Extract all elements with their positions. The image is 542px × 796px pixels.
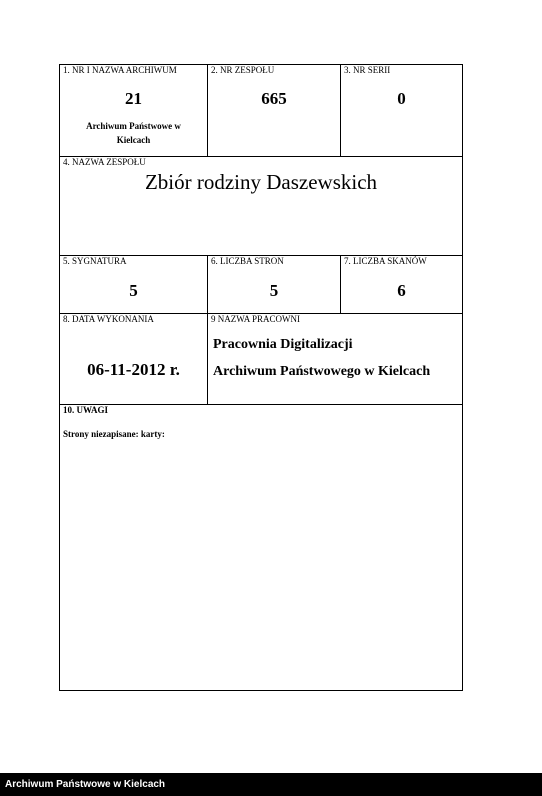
fonds-name-value: Zbiór rodziny Daszewskich [144, 170, 378, 194]
lab-label: 9 NAZWA PRACOWNI [211, 314, 300, 324]
lab-name-line2: Archiwum Państwowego w Kielcach [213, 364, 431, 379]
signature-label: 5. SYGNATURA [63, 256, 127, 266]
notes-label: 10. UWAGI [63, 405, 109, 415]
archive-label: 1. NR I NAZWA ARCHIWUM [63, 65, 177, 75]
signature-cell [60, 256, 207, 313]
scans-count-value: 6 [397, 281, 406, 300]
series-number-value: 0 [397, 89, 406, 108]
notes-value: Strony niezapisane: karty: [63, 429, 165, 439]
lab-cell [208, 314, 462, 404]
date-value: 06-11-2012 r. [87, 360, 180, 379]
scans-count-label: 7. LICZBA SKANÓW [344, 256, 427, 266]
series-number-cell [341, 65, 462, 156]
notes-cell [60, 405, 462, 690]
fonds-number-value: 665 [261, 89, 287, 108]
series-number-label: 3. NR SERII [344, 65, 391, 75]
footer-bar [0, 773, 542, 796]
archive-number: 21 [125, 89, 142, 108]
date-cell [60, 314, 207, 404]
date-label: 8. DATA WYKONANIA [63, 314, 154, 324]
fonds-number-label: 2. NR ZESPOŁU [211, 65, 275, 75]
footer-text: Archiwum Państwowe w Kielcach [5, 779, 166, 790]
pages-count-value: 5 [269, 281, 279, 300]
pages-count-label: 6. LICZBA STRON [211, 256, 284, 266]
signature-value: 5 [129, 281, 138, 300]
archive-cell [60, 65, 207, 156]
archive-name-line1: Archiwum Państwowe w [86, 121, 181, 131]
pages-count-cell [208, 256, 340, 313]
metadata-form [59, 64, 463, 691]
fonds-name-label: 4. NAZWA ZESPOŁU [63, 157, 146, 167]
lab-name-line1: Pracownia Digitalizacji [213, 337, 353, 352]
scans-count-cell [341, 256, 462, 313]
fonds-number-cell [208, 65, 340, 156]
archive-name-line2: Kielcach [116, 135, 151, 145]
